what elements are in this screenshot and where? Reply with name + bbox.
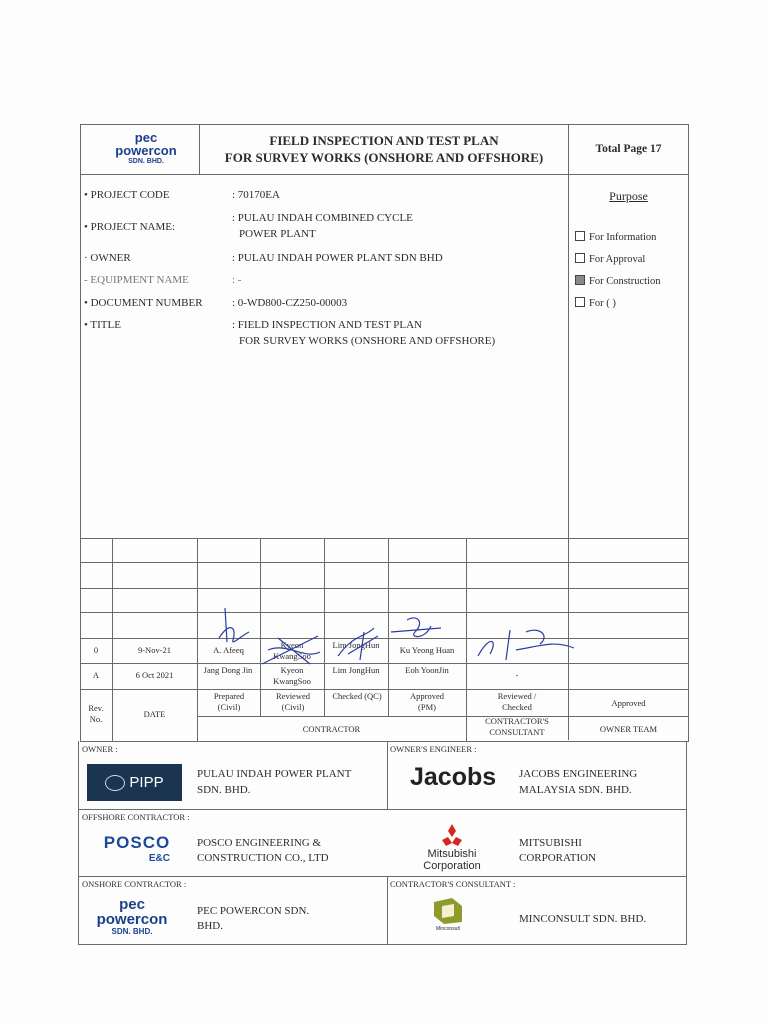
date-header: DATE	[143, 709, 166, 719]
equipment-label: - EQUIPMENT NAME	[84, 274, 189, 286]
consultant-caption: CONTRACTOR'S CONSULTANT :	[390, 879, 516, 889]
minconsult-logo: Minconsult	[430, 896, 466, 934]
prepared-header: Prepared (Civil)	[213, 691, 245, 712]
mitsubishi-name-line2: CORPORATION	[519, 852, 597, 864]
pipp-logo: PIPP	[87, 764, 182, 801]
mitsubishi-logo-line2: Corporation	[423, 860, 481, 872]
title-value2: FOR SURVEY WORKS (ONSHORE AND OFFSHORE)	[239, 335, 496, 347]
pec-name-line1: PEC POWERCON SDN.	[197, 905, 310, 917]
offshore-caption: OFFSHORE CONTRACTOR :	[82, 812, 190, 822]
title-label: • TITLE	[84, 319, 121, 331]
purpose-option-construction[interactable]: For Construction	[575, 275, 660, 287]
revA-prepared: Jang Dong Jin	[203, 665, 253, 675]
owners-engineer-caption: OWNER'S ENGINEER :	[390, 744, 477, 754]
purpose-option-approval[interactable]: For Approval	[575, 253, 645, 265]
doc-title-line2: FOR SURVEY WORKS (ONSHORE AND OFFSHORE)	[224, 150, 544, 165]
minconsult-emblem-icon	[430, 896, 466, 926]
minconsult-name: MINCONSULT SDN. BHD.	[519, 913, 647, 925]
mitsubishi-diamonds-icon	[438, 823, 466, 847]
mitsubishi-logo-line1: Mitsubishi	[427, 848, 477, 860]
purpose-option-information[interactable]: For Information	[575, 231, 656, 243]
revA-date: 6 Oct 2021	[135, 670, 174, 680]
checkbox-icon[interactable]	[575, 231, 585, 241]
pec-name-line2: BHD.	[197, 920, 223, 932]
checkbox-icon[interactable]	[575, 253, 585, 263]
owner-name-line2: SDN. BHD.	[197, 784, 251, 796]
rev0-date: 9-Nov-21	[137, 645, 172, 655]
project-name-value2: POWER PLANT	[239, 228, 316, 240]
pec-powercon-logo: pec powercon SDN. BHD.	[115, 130, 177, 165]
consultant-header: CONTRACTOR'S CONSULTANT	[485, 716, 549, 737]
consultant-reviewed-header: Reviewed / Checked	[497, 691, 537, 712]
owner-team-header: OWNER TEAM	[599, 724, 658, 734]
checked-header: Checked (QC)	[332, 691, 382, 701]
revA-consultant: -	[515, 670, 519, 680]
project-name-value1: : PULAU INDAH COMBINED CYCLE	[232, 212, 413, 224]
rev0-reviewed: Kyeon KwangSoo	[273, 640, 311, 661]
jacobs-logo: Jacobs	[410, 763, 497, 791]
signature-checked	[334, 624, 386, 664]
checked-checkbox-icon[interactable]	[575, 275, 585, 285]
owner-caption: OWNER :	[82, 744, 118, 754]
rev0-checked: Lim JongHun	[332, 640, 380, 650]
revA-number: A	[92, 670, 100, 680]
doc-title-line1: FIELD INSPECTION AND TEST PLAN	[269, 133, 499, 148]
contractor-header: CONTRACTOR	[302, 724, 361, 734]
signature-prepared	[205, 602, 255, 650]
rev-no-header: Rev. No.	[88, 703, 104, 724]
onshore-caption: ONSHORE CONTRACTOR :	[82, 879, 187, 889]
document-number-label: • DOCUMENT NUMBER	[84, 297, 203, 309]
equipment-value: : -	[232, 274, 242, 286]
jacobs-name-line2: MALAYSIA SDN. BHD.	[519, 784, 632, 796]
pipp-emblem-icon	[105, 775, 125, 791]
total-page: Total Page 17	[595, 143, 662, 155]
project-name-label: • PROJECT NAME:	[84, 221, 176, 233]
rev0-prepared: A. Afeeq	[213, 645, 244, 655]
signature-reviewed	[258, 630, 328, 670]
rev0-approved: Ku Yeong Huan	[399, 645, 455, 655]
owner-approved-header: Approved	[611, 698, 646, 708]
checkbox-icon[interactable]	[575, 297, 585, 307]
project-code-value: : 70170EA	[232, 189, 280, 201]
revA-checked: Lim JongHun	[332, 665, 380, 675]
signature-approved	[385, 610, 445, 644]
owner-value: : PULAU INDAH POWER PLANT SDN BHD	[232, 252, 443, 264]
project-code-label: • PROJECT CODE	[84, 189, 170, 201]
owner-label: · OWNER	[84, 252, 131, 264]
owner-name-line1: PULAU INDAH POWER PLANT	[197, 768, 352, 780]
revA-approved: Eoh YoonJin	[405, 665, 449, 675]
rev0-number: 0	[93, 645, 99, 655]
posco-name-line2: CONSTRUCTION CO., LTD	[197, 852, 329, 864]
posco-name-line1: POSCO ENGINEERING &	[197, 837, 322, 849]
mitsubishi-name-line1: MITSUBISHI	[519, 837, 582, 849]
pec-powercon-logo-onshore: pec powercon SDN. BHD.	[96, 896, 168, 936]
document-number-value: : 0-WD800-CZ250-00003	[232, 297, 348, 309]
title-value1: : FIELD INSPECTION AND TEST PLAN	[232, 319, 422, 331]
reviewed-header: Reviewed (Civil)	[276, 691, 310, 712]
purpose-option-other[interactable]: For ( )	[575, 297, 616, 309]
revA-reviewed: Kyeon KwangSoo	[273, 665, 311, 686]
signature-consultant	[470, 620, 580, 664]
posco-logo: POSCO E&C	[103, 833, 171, 864]
approved-header: Approved (PM)	[410, 691, 444, 712]
jacobs-name-line1: JACOBS ENGINEERING	[519, 768, 638, 780]
purpose-heading: Purpose	[609, 189, 648, 203]
